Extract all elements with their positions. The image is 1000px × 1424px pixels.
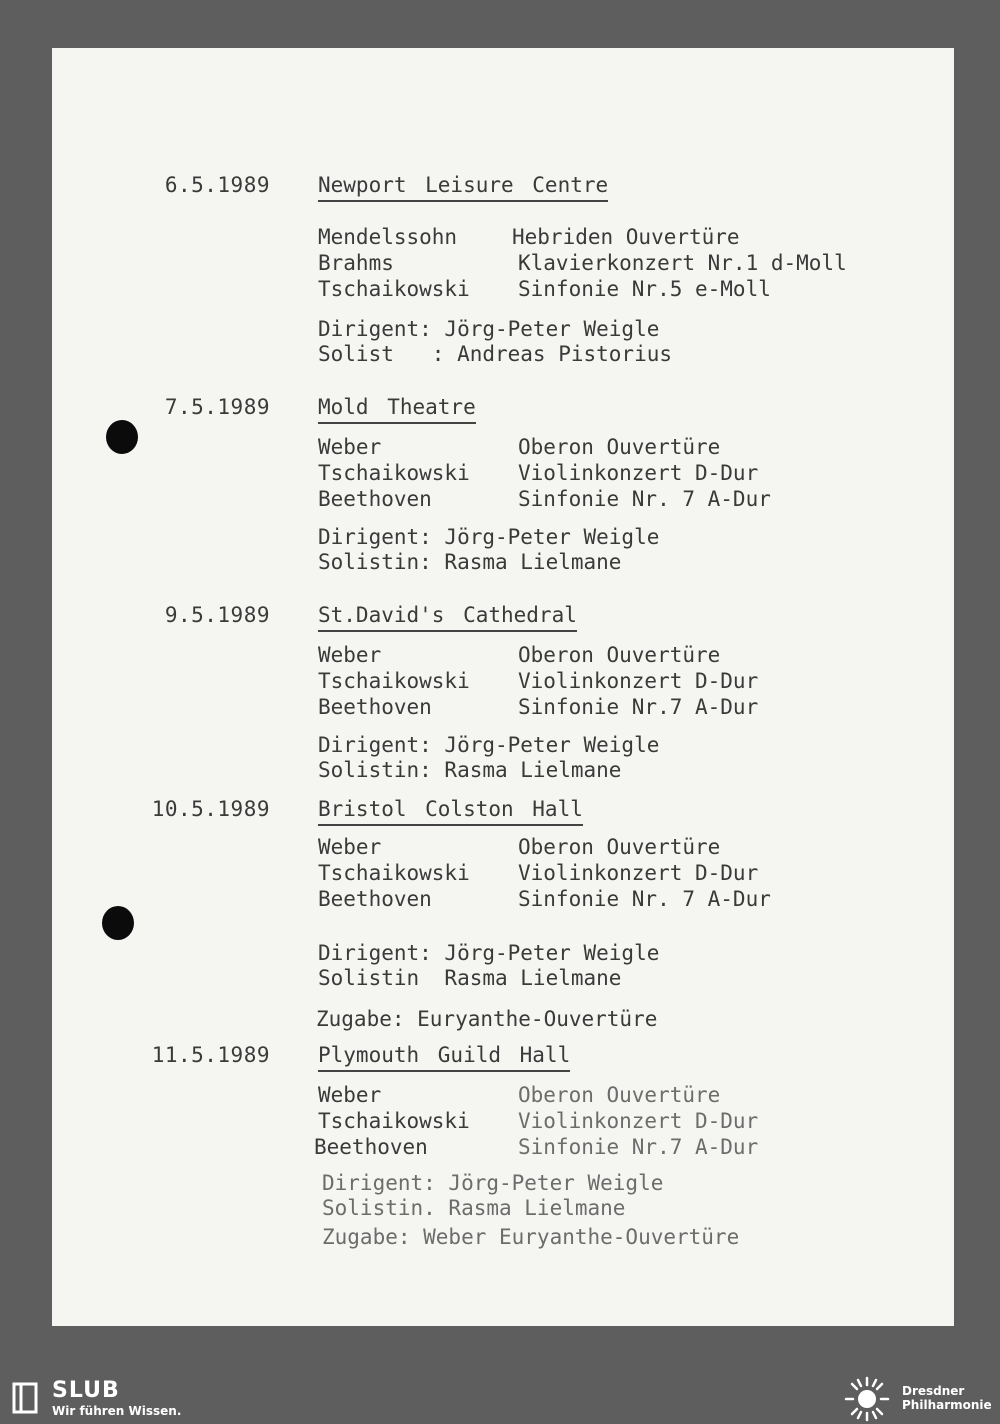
work: Klavierkonzert Nr.1 d-Moll xyxy=(518,251,847,275)
program-list xyxy=(318,434,918,512)
program-row xyxy=(318,834,918,860)
work: Oberon Ouvertüre xyxy=(518,835,721,859)
program-list xyxy=(318,224,918,302)
program-row xyxy=(318,224,918,250)
concert-date: 6.5.1989 xyxy=(164,173,270,197)
conductor-line: Dirigent: Jörg-Peter Weigle xyxy=(322,1171,664,1195)
program-row xyxy=(318,434,918,460)
program-row xyxy=(318,886,918,912)
viewer-footer xyxy=(0,1374,1000,1424)
encore-line: Zugabe: Weber Euryanthe-Ouvertüre xyxy=(322,1225,740,1249)
work: Violinkonzert D-Dur xyxy=(518,1109,759,1133)
work: Sinfonie Nr. 7 A-Dur xyxy=(518,487,771,511)
composer: Beethoven xyxy=(318,487,432,511)
credits xyxy=(318,732,659,782)
work: Violinkonzert D-Dur xyxy=(518,861,759,885)
program-row xyxy=(318,1082,918,1108)
program-row xyxy=(318,668,918,694)
conductor-line: Dirigent: Jörg-Peter Weigle xyxy=(318,733,660,757)
program-list xyxy=(318,642,918,720)
work: Oberon Ouvertüre xyxy=(518,435,721,459)
program-row xyxy=(318,276,918,302)
partner-name xyxy=(902,1384,992,1412)
credits xyxy=(322,1170,663,1220)
program-row xyxy=(318,642,918,668)
slub-logo-icon xyxy=(10,1381,40,1415)
program-row xyxy=(318,1108,918,1134)
library-name: SLUB xyxy=(52,1378,120,1403)
encore-line: Zugabe: Euryanthe-Ouvertüre xyxy=(316,1007,658,1031)
composer: Weber xyxy=(318,435,382,459)
composer: Tschaikowski xyxy=(318,1109,470,1133)
soloist-line: Solistin. Rasma Lielmane xyxy=(322,1196,626,1220)
punch-hole-top xyxy=(106,420,138,454)
program-row xyxy=(318,694,918,720)
work: Violinkonzert D-Dur xyxy=(518,461,759,485)
composer: Weber xyxy=(318,643,382,667)
composer: Tschaikowski xyxy=(318,461,470,485)
work: Violinkonzert D-Dur xyxy=(518,669,759,693)
concert-date: 7.5.1989 xyxy=(164,395,270,419)
soloist-line: Solist : Andreas Pistorius xyxy=(318,342,673,366)
conductor-line: Dirigent: Jörg-Peter Weigle xyxy=(318,525,660,549)
soloist-line: Solistin: Rasma Lielmane xyxy=(318,550,622,574)
program-row xyxy=(318,250,918,276)
philharmonie-logo-icon xyxy=(838,1376,896,1422)
credits xyxy=(318,316,672,366)
program-list xyxy=(314,1082,918,1160)
composer: Tschaikowski xyxy=(318,277,470,301)
composer: Weber xyxy=(318,1083,382,1107)
work: Sinfonie Nr.7 A-Dur xyxy=(518,1135,759,1159)
work: Sinfonie Nr.5 e-Moll xyxy=(518,277,771,301)
composer: Weber xyxy=(318,835,382,859)
concert-date: 10.5.1989 xyxy=(151,797,270,821)
credits xyxy=(318,940,659,990)
concert-date: 9.5.1989 xyxy=(164,603,270,627)
concert-venue: Bristol Colston Hall xyxy=(318,796,583,826)
composer: Mendelssohn xyxy=(318,225,458,249)
work: Hebriden Ouvertüre xyxy=(512,225,740,249)
composer: Beethoven xyxy=(318,695,432,719)
library-tagline: Wir führen Wissen. xyxy=(52,1404,182,1418)
soloist-line: Solistin: Rasma Lielmane xyxy=(318,758,622,782)
composer: Beethoven xyxy=(314,1135,428,1159)
program-row xyxy=(318,460,918,486)
program-row xyxy=(318,860,918,886)
work: Sinfonie Nr.7 A-Dur xyxy=(518,695,759,719)
conductor-line: Dirigent: Jörg-Peter Weigle xyxy=(318,317,660,341)
concert-venue: Mold Theatre xyxy=(318,394,476,424)
document-page xyxy=(52,48,954,1326)
work: Sinfonie Nr. 7 A-Dur xyxy=(518,887,771,911)
punch-hole-bottom xyxy=(102,906,134,940)
concert-venue: St.David's Cathedral xyxy=(318,602,577,632)
program-row xyxy=(318,486,918,512)
conductor-line: Dirigent: Jörg-Peter Weigle xyxy=(318,941,660,965)
concert-venue: Newport Leisure Centre xyxy=(318,172,608,202)
partner-name-line1: Dresdner xyxy=(902,1384,965,1398)
concert-date: 11.5.1989 xyxy=(151,1043,270,1067)
work: Oberon Ouvertüre xyxy=(518,1083,721,1107)
program-list xyxy=(318,834,918,912)
partner-name-line2: Philharmonie xyxy=(902,1398,992,1412)
credits xyxy=(318,524,659,574)
composer: Beethoven xyxy=(318,887,432,911)
composer: Tschaikowski xyxy=(318,669,470,693)
composer: Tschaikowski xyxy=(318,861,470,885)
concert-venue: Plymouth Guild Hall xyxy=(318,1042,570,1072)
work: Oberon Ouvertüre xyxy=(518,643,721,667)
soloist-line: Solistin Rasma Lielmane xyxy=(318,966,622,990)
program-row xyxy=(314,1134,918,1160)
composer: Brahms xyxy=(318,251,394,275)
